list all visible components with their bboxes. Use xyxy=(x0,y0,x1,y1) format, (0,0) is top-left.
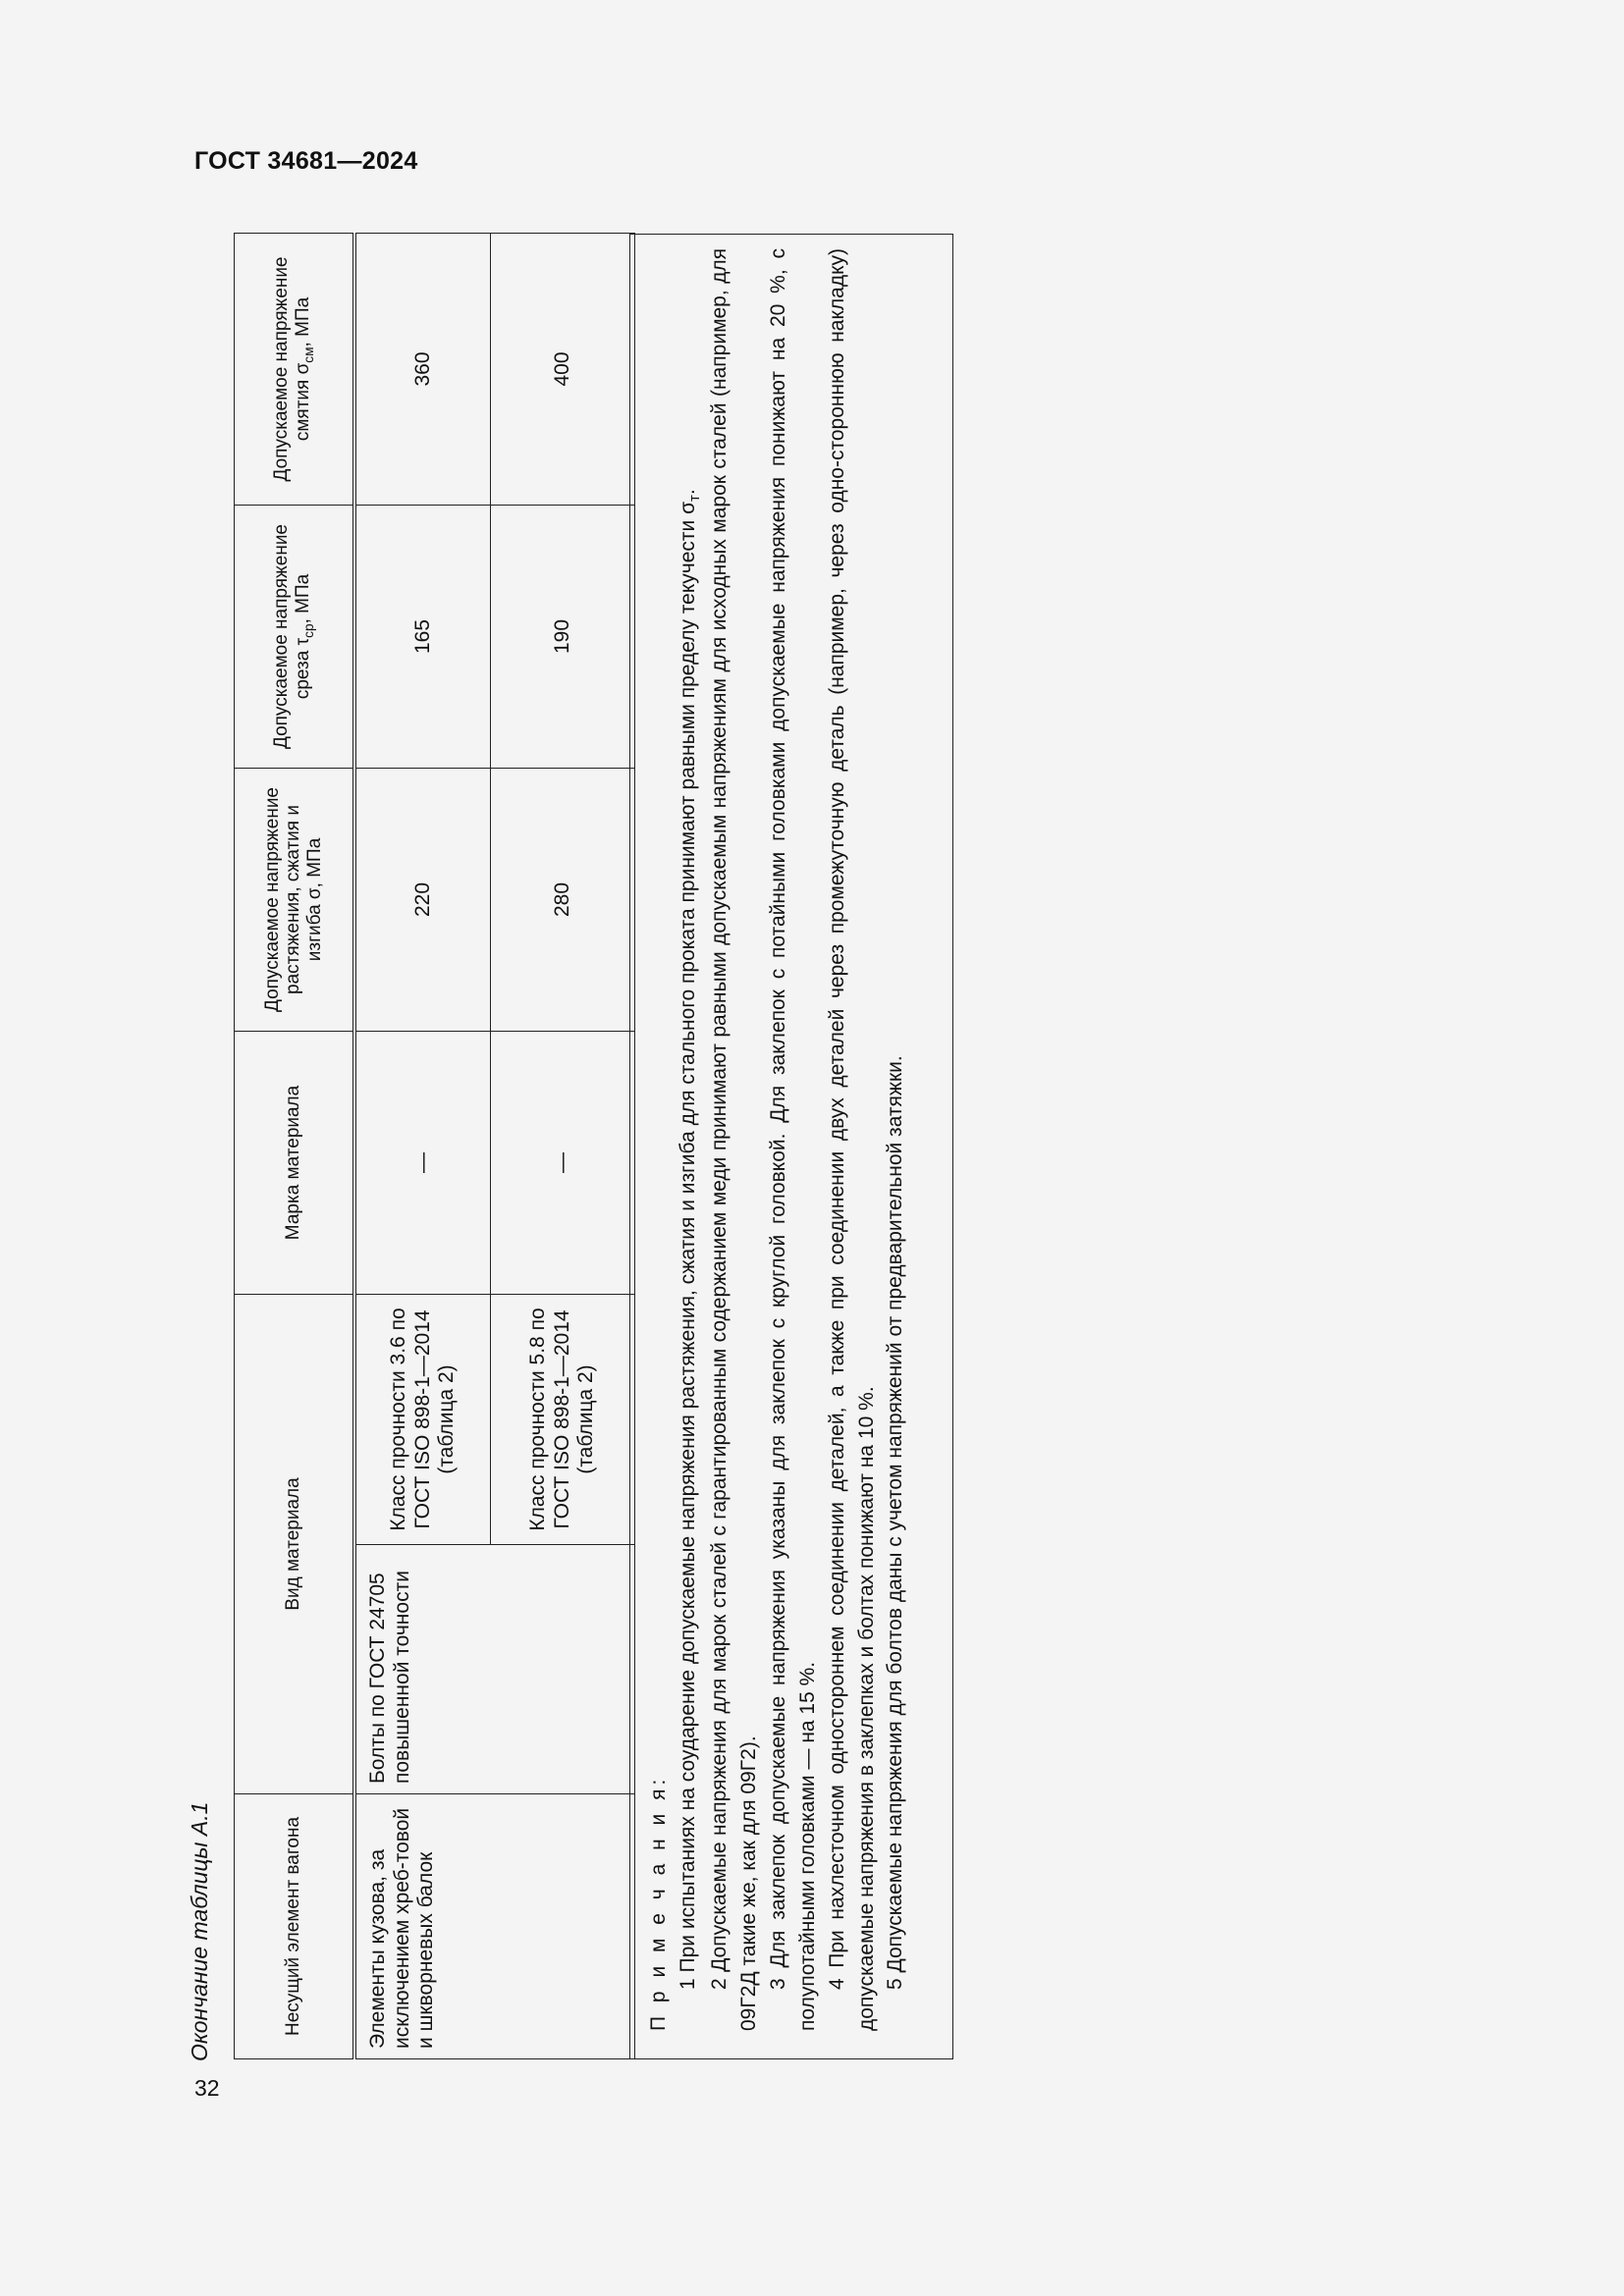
note-1: 1 При испытаниях на соударение допускаемые напряжения растяжения, сжатия и изгиба для стального проката принимают равными пределу текучести $\sigma_т$. xyxy=(676,489,703,1990)
table-notes xyxy=(629,234,953,2059)
note-5: 5 Допускаемые напряжения для болтов даны с учетом напряжений от предварительной затяжки. xyxy=(884,1055,907,1990)
header-material-kind: Вид материала xyxy=(235,1294,355,1793)
cell-subclass: Класс прочности 3.6 по ГОСТ ISO 898-1—2014 (таблица 2) xyxy=(354,1294,491,1544)
header-shear-stress: Допускаемое напряжение среза $\tau_{ср}$, МПа xyxy=(235,505,355,768)
cell-bearing: 360 xyxy=(354,233,491,505)
cell-bearing: 400 xyxy=(491,233,635,505)
note-3: 3 Для заклепок допускаемые напряжения указаны для заклепок с круглой головкой. Для заклепок с потайными головками допускаемые напряжения понижают на 20 %, с полупотайными головками — на 15 %. xyxy=(767,248,819,2031)
cell-subclass: Класс прочности 5.8 по ГОСТ ISO 898-1—2014 (таблица 2) xyxy=(491,1294,635,1544)
header-grade: Марка материала xyxy=(235,1031,355,1294)
header-element: Несущий элемент вагона xyxy=(235,1794,355,2059)
cell-element: Элементы кузова, за исключением хреб-товой и шкворневых балок xyxy=(354,1794,635,2059)
note-4: 4 При нахлесточном одностороннем соединении деталей, а также при соединении двух деталей через промежуточную деталь (например, через одно-стороннюю накладку) допускаемые напряжения в заклепках и болтах понижают на 10 %. xyxy=(825,248,878,2031)
table-header-row xyxy=(235,233,355,2058)
notes-title: П р и м е ч а н и я: xyxy=(647,1775,670,2031)
table-caption: Окончание таблицы А.1 xyxy=(187,1801,212,2061)
cell-tau: 165 xyxy=(354,505,491,768)
cell-tau: 190 xyxy=(491,505,635,768)
cell-grade: — xyxy=(354,1031,491,1294)
page-number: 32 xyxy=(194,2075,220,2101)
cell-sigma: 220 xyxy=(354,768,491,1031)
cell-sigma: 280 xyxy=(491,768,635,1031)
note-2: 2 Допускаемые напряжения для марок сталей с гарантированным содержанием меди принимают равными допускаемым напряжениям для исходных марок сталей (например, для 09Г2Д такие же, как для 09Г2). xyxy=(708,248,761,2031)
cell-material-group: Болты по ГОСТ 24705 повышенной точности xyxy=(354,1545,635,1794)
cell-grade: — xyxy=(491,1031,635,1294)
document-header: ГОСТ 34681—2024 xyxy=(194,147,418,175)
header-bearing-stress: Допускаемое напряжение смятия $\sigma_{см}$, МПа xyxy=(235,233,355,505)
header-tension-stress: Допускаемое напряжение растяжения, сжатия и изгиба σ, МПа xyxy=(235,768,355,1031)
rotated-table-block xyxy=(234,234,953,2059)
stress-table xyxy=(234,233,635,2059)
table-row xyxy=(354,233,491,2058)
